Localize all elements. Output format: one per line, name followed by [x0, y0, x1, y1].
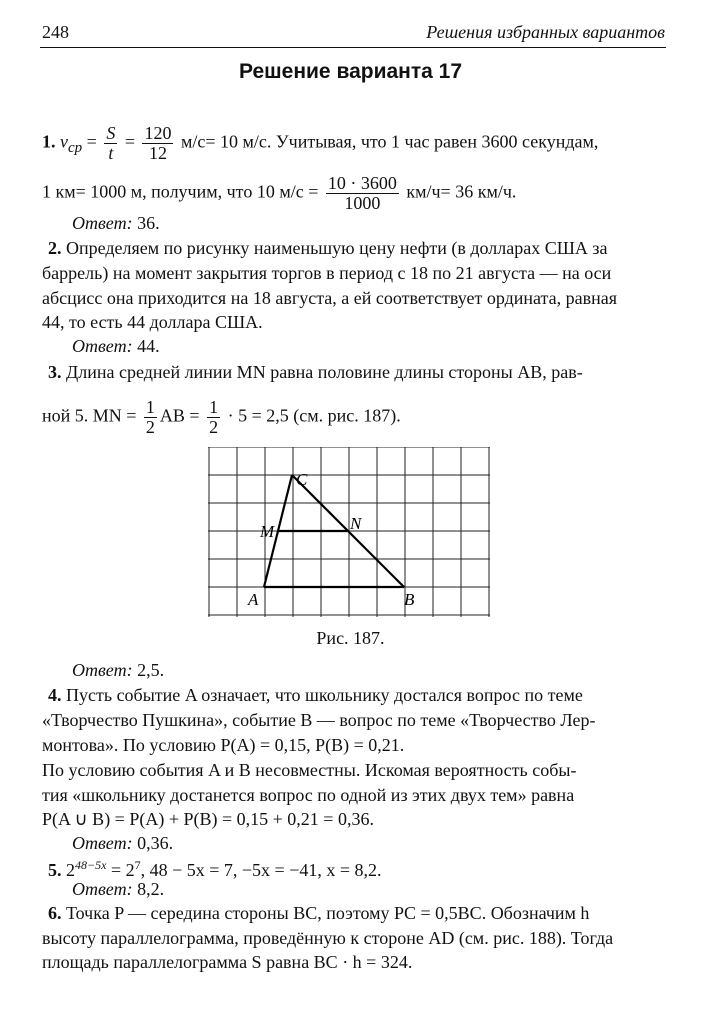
p4-line4: По условию события A и B несовместны. Искомая вероятность собы- [42, 760, 577, 780]
p2-line3: абсцисс она приходится на 18 августа, а ей соответствует ордината, равная [42, 288, 617, 308]
label-c: C [296, 470, 308, 489]
p4-line1: 4. Пусть событие A означает, что школьнику достался вопрос по теме [48, 685, 583, 705]
p3-line2: ной 5. MN = $\frac{1}{2}$ AB = $\frac{1}{2}$ · 5 = 2,5 (см. рис. 187). [42, 397, 401, 437]
p4-line5: тия «школьнику достанется вопрос по одной из этих двух тем» равна [42, 785, 575, 805]
p6-line2: высоту параллелограмма, проведённую к стороне AD (см. рис. 188). Тогда [42, 928, 614, 948]
answer-5: Ответ: 8,2. [72, 879, 165, 899]
p2-line1: 2. Определяем по рисунку наименьшую цену нефти (в долларах США за [48, 238, 608, 258]
p2-line4: 44, то есть 44 доллара США. [42, 312, 263, 332]
header-rule [40, 47, 666, 48]
p5-line1: 5. $2^{48-5x} = 2^7$, 48 − 5x = 7, −5x = −41, x = 8,2. [48, 858, 382, 880]
figure-187-grid-triangle [208, 447, 492, 619]
p4-line2: «Творчество Пушкина», событие B — вопрос по теме «Творчество Лер- [42, 710, 596, 730]
label-n: N [350, 514, 362, 533]
p1-line2: 1 км= 1000 м, получим, что 10 м/с = $\frac{10 \cdot 3600}{1000}$ км/ч= 36 км/ч. [42, 173, 517, 213]
p6-line1: 6. Точка P — середина стороны BC, поэтому PC = 0,5BC. Обозначим h [48, 903, 590, 923]
page-number: 248 [42, 22, 69, 42]
answer-1: Ответ: 36. [72, 213, 160, 233]
page-title: Решение варианта 17 [238, 60, 463, 83]
label-a: A [248, 590, 259, 609]
answer-4: Ответ: 0,36. [72, 833, 174, 853]
p4-line6: P(A ∪ B) = P(A) + P(B) = 0,15 + 0,21 = 0,36. [42, 809, 374, 829]
answer-2: Ответ: 44. [72, 336, 160, 356]
answer-3: Ответ: 2,5. [72, 660, 165, 680]
p2-line2: баррель) на момент закрытия торгов в период с 18 по 21 августа — на оси [42, 263, 612, 283]
label-b: B [404, 590, 415, 609]
p1-line1: 1. $v_{ср}$ = $\frac{S}{t}$ = $\frac{120}{12}$ м/с= 10 м/с. Учитывая, что 1 час равен 3600 секундам, [42, 123, 599, 163]
p3-line1: 3. Длина средней линии MN равна половине длины стороны AB, рав- [48, 362, 583, 382]
label-m: M [260, 522, 275, 541]
running-title: Решения избранных вариантов [426, 22, 665, 42]
figure-caption: Рис. 187. [316, 628, 385, 648]
p4-line3: монтова». По условию P(A) = 0,15, P(B) = 0,21. [42, 735, 405, 755]
p6-line3: площадь параллелограмма S равна BC · h = 324. [42, 952, 413, 972]
